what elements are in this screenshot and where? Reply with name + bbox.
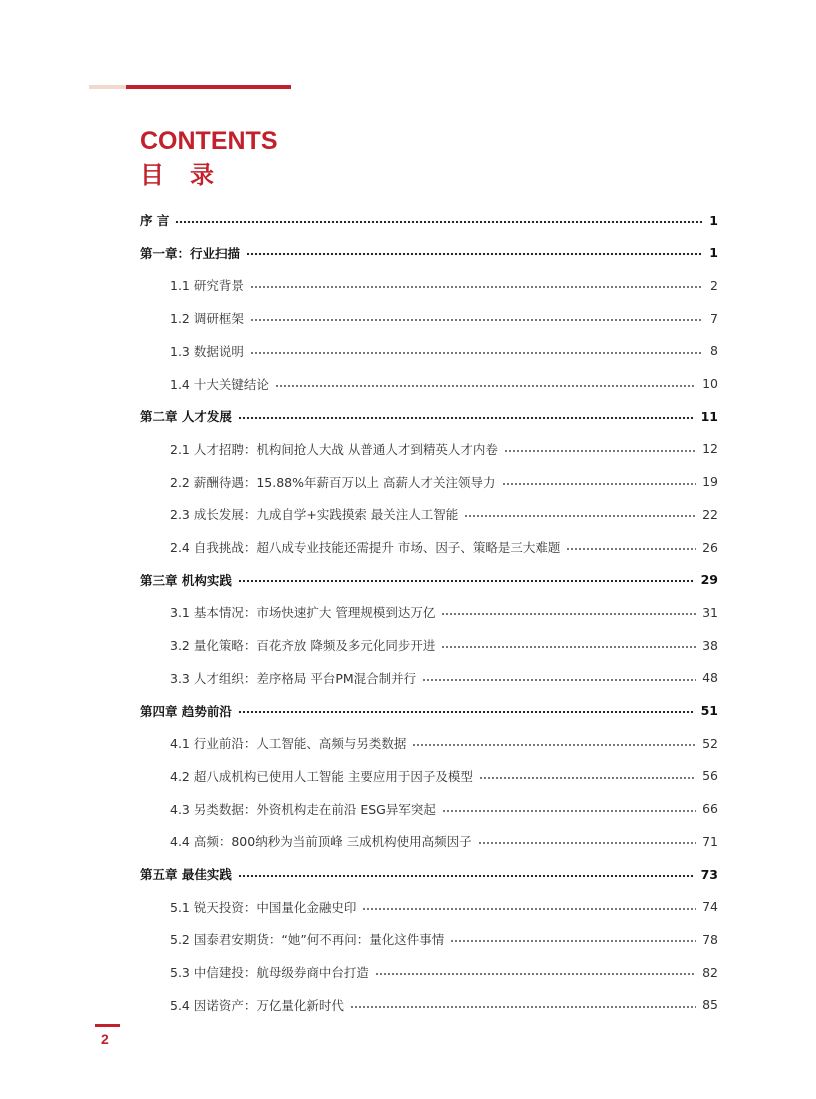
dot-leader [464,515,696,517]
toc-section-row[interactable] [140,994,718,1016]
toc-entry-title: 1.2 调研框架 [170,311,244,327]
toc-entry-title: 第二章 人才发展 [140,409,232,425]
toc-section-row[interactable] [140,471,718,493]
contents-title-cn: 目录 [140,161,240,189]
toc-section-row[interactable] [140,274,718,296]
dot-leader [566,548,696,550]
toc-page-number: 22 [702,506,718,522]
toc-entry-title: 4.1 行业前沿：人工智能、高频与另类数据 [170,736,407,752]
toc-section-row[interactable] [140,732,718,754]
dot-leader [250,319,702,321]
dot-leader [502,483,697,485]
toc-page-number: 38 [702,637,718,653]
toc-section-row[interactable] [140,830,718,852]
toc-chapter-row[interactable] [140,569,718,591]
dot-leader [238,875,695,877]
toc-chapter-row[interactable] [140,405,718,427]
toc-page-number: 78 [702,931,718,947]
toc-page-number: 51 [700,703,718,718]
toc-chapter-row[interactable] [140,863,718,885]
toc-entry-title: 2.1 人才招聘：机构间抢人大战 从普通人才到精英人才内卷 [170,441,498,457]
top-decor-rule [126,85,291,89]
toc-entry-title: 5.1 锐天投资：中国量化金融史印 [170,899,357,915]
toc-page-number: 1 [709,245,718,261]
toc-section-row[interactable] [140,536,718,558]
toc-page-number: 12 [702,441,718,457]
dot-leader [375,973,696,975]
toc-chapter-row[interactable] [140,242,718,264]
dot-leader [246,253,702,255]
toc-section-row[interactable] [140,307,718,329]
toc-entry-title: 第四章 趋势前沿 [140,703,232,719]
dot-leader [175,221,702,223]
toc-page-number: 52 [702,735,718,751]
page-number: 2 [101,1031,109,1047]
toc-entry-title: 4.4 高频：800纳秒为当前顶峰 三成机构使用高频因子 [170,834,472,850]
toc-section-row[interactable] [140,896,718,918]
toc-page-number: 74 [702,899,718,915]
toc-entry-title: 1.3 数据说明 [170,343,244,359]
toc-page-number: 56 [702,768,718,784]
toc-section-row[interactable] [140,340,718,362]
toc-page-number: 26 [702,539,718,555]
toc-entry-title: 2.3 成长发展：九成自学+实践摸索 最关注人工智能 [170,507,459,523]
dot-leader [362,908,696,910]
toc-entry-title: 第一章：行业扫描 [140,245,241,261]
toc-page-number: 19 [702,474,718,490]
dot-leader [478,842,696,844]
toc-entry-title: 4.3 另类数据：外资机构走在前沿 ESG异军突起 [170,801,436,817]
dot-leader [275,385,696,387]
toc-entry-title: 5.3 中信建投：航母级券商中台打造 [170,965,369,981]
toc-entry-title: 3.3 人才组织：差序格局 平台PM混合制并行 [170,670,417,686]
toc-page-number: 73 [700,866,718,882]
toc-entry-title: 第五章 最佳实践 [140,867,232,882]
toc-entry-title: 2.2 薪酬待遇：15.88%年薪百万以上 高薪人才关注领导力 [170,474,496,490]
toc-page-number: 82 [702,964,718,980]
toc-section-row[interactable] [140,928,718,950]
toc-entry-title: 4.2 超八成机构已使用人工智能 主要应用于因子及模型 [170,768,473,784]
toc-entry-title: 序 言 [140,213,170,228]
footer-rule [95,1024,120,1027]
dot-leader [422,679,696,681]
dot-leader [250,286,702,288]
dot-leader [350,1006,696,1008]
dot-leader [238,417,695,419]
toc-page-number: 7 [710,310,718,326]
toc-entry-title: 1.4 十大关键结论 [170,376,269,392]
toc-entry-title: 2.4 自我挑战：超八成专业技能还需提升 市场、因子、策略是三大难题 [170,540,561,555]
dot-leader [238,580,695,582]
toc-page-number: 8 [710,343,718,359]
toc-page-number: 2 [710,277,718,293]
toc-entry-title: 5.2 国泰君安期货：“她”何不再问：量化这件事情 [170,932,445,948]
toc-page-number: 71 [702,833,718,849]
dot-leader [441,613,696,615]
toc-section-row[interactable] [140,961,718,983]
toc-section-row[interactable] [140,634,718,656]
toc-entry-title: 5.4 因诺资产：万亿量化新时代 [170,997,344,1013]
toc-entry-title: 1.1 研究背景 [170,278,244,294]
top-decor-rule-light [89,85,126,89]
toc-page-number: 31 [702,604,718,620]
toc-section-row[interactable] [140,765,718,787]
toc-section-row[interactable] [140,438,718,460]
toc-chapter-row[interactable] [140,700,718,722]
toc-section-row[interactable] [140,667,718,689]
toc-section-row[interactable] [140,373,718,395]
dot-leader [238,711,695,713]
toc-entry-title: 3.2 量化策略：百花齐放 降频及多元化同步开进 [170,638,436,654]
toc-entry-title: 第三章 机构实践 [140,572,232,588]
dot-leader [441,646,696,648]
dot-leader [450,940,696,942]
toc-page-number: 10 [702,376,718,391]
dot-leader [479,777,696,779]
toc-page-number: 48 [702,670,718,686]
contents-title-en: CONTENTS [140,127,278,155]
toc-chapter-row[interactable] [140,209,718,231]
toc-section-row[interactable] [140,798,718,820]
toc-section-row[interactable] [140,601,718,623]
toc-section-row[interactable] [140,503,718,525]
toc-page-number: 66 [702,801,718,817]
dot-leader [442,810,696,812]
dot-leader [412,744,696,746]
toc-entry-title: 3.1 基本情况：市场快速扩大 管理规模到达万亿 [170,605,436,621]
toc-page-number: 1 [709,212,718,228]
dot-leader [504,450,696,452]
toc-page-number: 29 [700,572,718,588]
dot-leader [250,352,702,354]
toc-page-number: 85 [702,997,718,1013]
toc-page-number: 11 [700,408,718,424]
